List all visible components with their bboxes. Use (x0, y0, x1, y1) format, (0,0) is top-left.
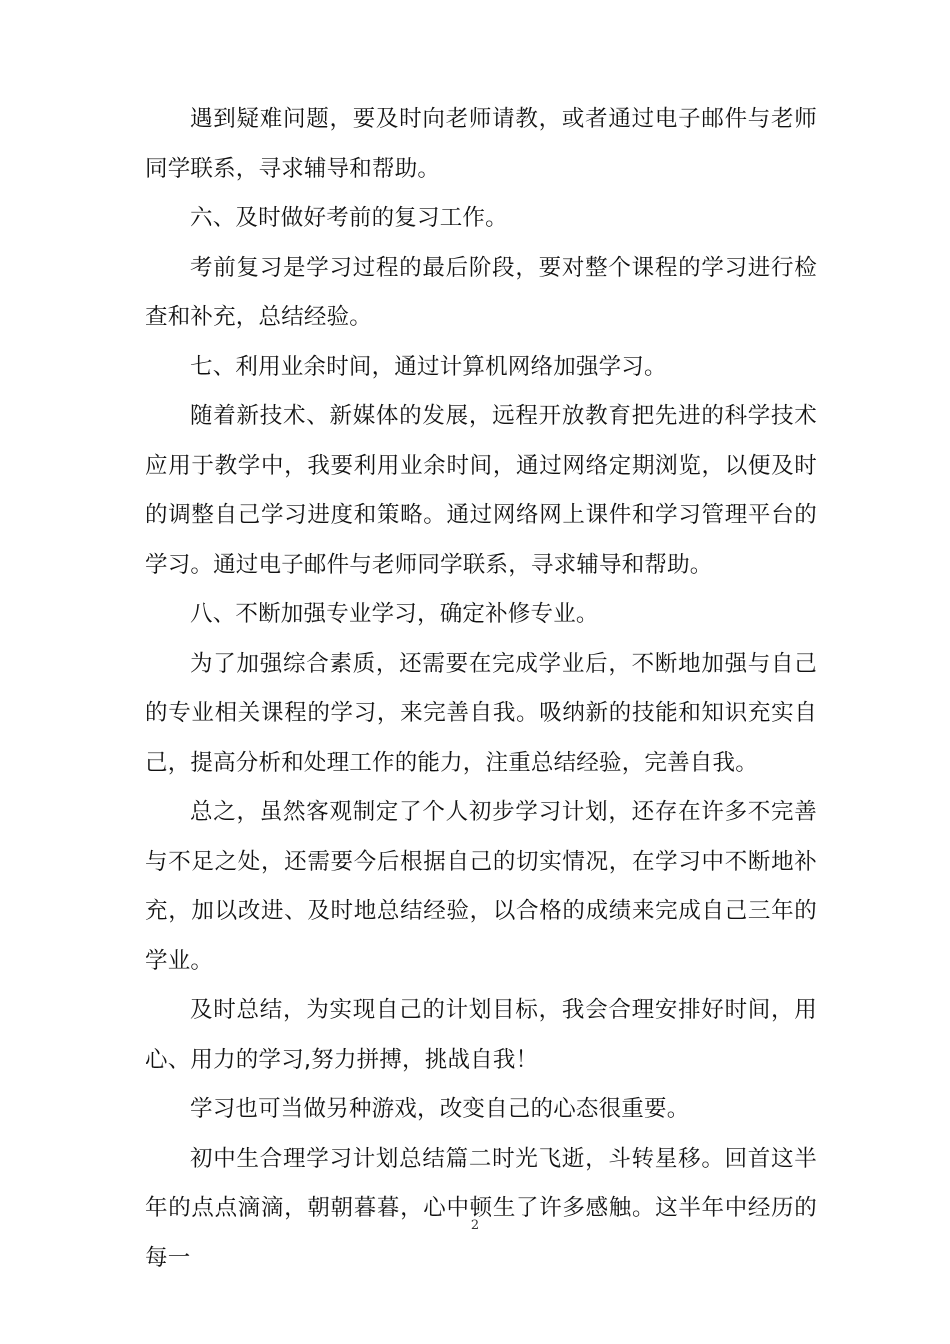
paragraph: 遇到疑难问题，要及时向老师请教，或者通过电子邮件与老师同学联系，寻求辅导和帮助。 (145, 106, 817, 182)
paragraph: 考前复习是学习过程的最后阶段，要对整个课程的学习进行检查和补充，总结经验。 (145, 254, 817, 330)
paragraph: 及时总结，为实现自己的计划目标，我会合理安排好时间，用心、用力的学习,努力拼搏，挑战自我！ (145, 997, 817, 1073)
section-heading: 六、及时做好考前的复习工作。 (190, 205, 508, 231)
paragraph: 为了加强综合素质，还需要在完成学业后，不断地加强与自己的专业相关课程的学习，来完善自我。吸纳新的技能和知识充实自己，提高分析和处理工作的能力，注重总结经验，完善自我。 (145, 650, 817, 776)
section-heading: 七、利用业余时间，通过计算机网络加强学习。 (190, 353, 667, 380)
paragraph: 随着新技术、新媒体的发展，远程开放教育把先进的科学技术应用于教学中，我要利用业余时间，通过网络定期浏览，以便及时的调整自己学习进度和策略。通过网络网上课件和学习管理平台的学习。通过电子邮件与老师同学联系，寻求辅导和帮助。 (145, 403, 817, 578)
document-body (145, 95, 817, 1283)
paragraph: 学习也可当做另种游戏，改变自己的心态很重要。 (190, 1096, 690, 1122)
page-number: 2 (470, 1218, 480, 1233)
section-heading: 八、不断加强专业学习，确定补修专业。 (190, 601, 599, 627)
paragraph: 总之，虽然客观制定了个人初步学习计划，还存在许多不完善与不足之处，还需要今后根据自己的切实情况，在学习中不断地补充，加以改进、及时地总结经验，以合格的成绩来完成自己三年的学业。 (145, 799, 817, 974)
paragraph: 初中生合理学习计划总结篇二时光飞逝，斗转星移。回首这半年的点点滴滴，朝朝暮暮，心中顿生了许多感触。这半年中经历的每一 (145, 1145, 817, 1271)
